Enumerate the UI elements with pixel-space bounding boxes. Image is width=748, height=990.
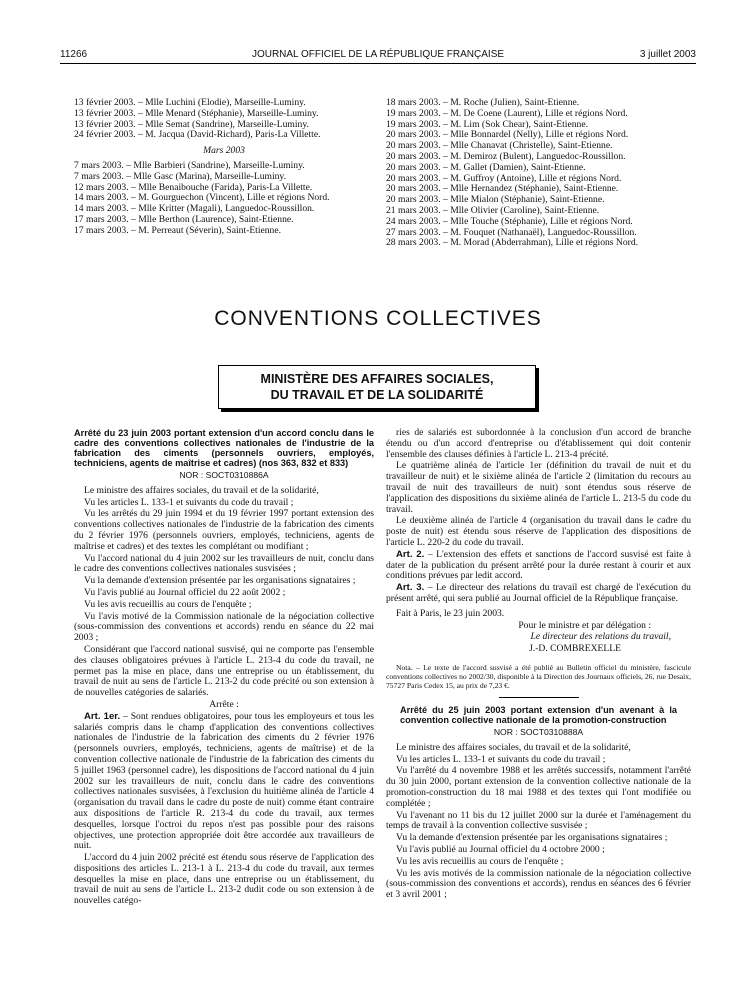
list-item: 17 mars 2003. – Mlle Berthon (Laurence), Saint-Etienne. xyxy=(74,214,294,225)
paragraph: Vu les avis recueillis au cours de l'enquête ; xyxy=(396,855,564,867)
list-left xyxy=(74,98,374,237)
article-column-left xyxy=(74,428,374,908)
arrete1-title: Arrêté du 23 juin 2003 portant extension d'un accord conclu dans le cadre des conventions collectives nationales de l'industrie de la fabrication des ciments (personnels ouvriers, employés, techniciens, agents de maîtrise et cadres) (nos 363, 832 et 833) xyxy=(74,428,374,468)
paragraph: Vu la demande d'extension présentée par les organisations signataires ; xyxy=(84,575,356,587)
section-title: CONVENTIONS COLLECTIVES xyxy=(214,307,542,330)
list-march xyxy=(74,161,374,237)
signature-line-2: Le directeur des relations du travail, xyxy=(530,631,671,643)
nota-note: Nota. – Le texte de l'accord susvisé a été publié au Bulletin officiel du ministère, fascicule conventions collectives no 2002/30, disponible à la Direction des Journaux officiels, 26, rue Desaix, 75727 Paris Cedex 15, au prix de 7,23 €. xyxy=(386,662,691,690)
month-heading: Mars 2003 xyxy=(203,145,245,157)
list-item: 17 mars 2003. – M. Perreaut (Séverin), Saint-Etienne. xyxy=(74,225,282,236)
paragraph: Vu l'avis publié au Journal officiel du 4 octobre 2000 ; xyxy=(396,843,605,855)
separator-rule xyxy=(499,697,579,698)
article-1-para-2: L'accord du 4 juin 2002 précité est étendu sous réserve de l'application des dispositions des articles L. 213-1 à L. 213-4 du code du travail, aux termes desquelles la mise en place, dans une entreprise ou un établissement, du travail de nuit au sens de l'article L. 213-2 dudit code ou son extension à de nouvelles catégo- xyxy=(74,852,374,907)
list-item: 20 mars 2003. – Mlle Mialon (Stéphanie), Saint-Etienne. xyxy=(386,195,605,206)
list-item: 27 mars 2003. – M. Fouquet (Nathanaël), Languedoc-Roussillon. xyxy=(386,227,637,238)
list-item: 18 mars 2003. – M. Roche (Julien), Saint-Etienne. xyxy=(386,98,580,108)
paragraph: Vu les arrêtés du 29 juin 1994 et du 19 février 1997 portant extension des conventions collectives nationales de l'industrie de la fabrication des ciments du 2 février 1976 (personnels ouvriers, employés, techniciens, agents de maîtrise et cadres) et des textes les complétant ou modifiant ; xyxy=(74,508,374,552)
list-right xyxy=(386,98,691,249)
article-3 xyxy=(386,583,691,605)
list-item: 13 février 2003. – Mlle Menard (Stéphanie), Marseille-Luminy. xyxy=(74,108,319,119)
ministry-line-1: MINISTÈRE DES AFFAIRES SOCIALES, xyxy=(260,372,494,386)
list-item: 7 mars 2003. – Mlle Barbieri (Sandrine), Marseille-Luminy. xyxy=(74,160,305,171)
paragraph: Vu la demande d'extension présentée par les organisations signataires ; xyxy=(396,832,668,844)
arrete1-visas xyxy=(74,486,374,699)
place-date: Fait à Paris, le 23 juin 2003. xyxy=(396,607,505,619)
list-item: 20 mars 2003. – M. Demiroz (Bulent), Languedoc-Roussillon. xyxy=(386,151,626,162)
article-3-text: – Le directeur des relations du travail est chargé de l'exécution du présent arrêté, qui sera publié au Journal officiel de la République française. xyxy=(386,582,691,604)
list-item: 14 mars 2003. – M. Gourguechon (Vincent), Lille et régions Nord. xyxy=(74,193,330,204)
paragraph: Vu l'accord national du 4 juin 2002 sur les travailleurs de nuit, conclu dans le cadre des conventions collectives nationales susvisées ; xyxy=(74,552,374,575)
paragraph: Vu les articles L. 133-1 et suivants du code du travail ; xyxy=(396,753,606,765)
paragraph: Vu l'avis publié au Journal officiel du 22 août 2002 ; xyxy=(84,586,286,598)
article-2 xyxy=(386,550,691,582)
article-1-label: Art. 1er. xyxy=(84,710,121,722)
arrete1-nor: NOR : SOCT0310886A xyxy=(179,470,269,480)
list-item: 21 mars 2003. – Mlle Olivier (Caroline), Saint-Etienne. xyxy=(386,205,600,216)
arrete2-visas xyxy=(386,743,691,901)
list-item: 12 mars 2003. – Mlle Benaibouche (Farida), Paris-La Villette. xyxy=(74,182,313,193)
paragraph: Vu les avis recueillis au cours de l'enquête ; xyxy=(84,598,252,610)
list-item: 19 mars 2003. – M. De Coene (Laurent), Lille et régions Nord. xyxy=(386,108,628,119)
signature-line-1: Pour le ministre et par délégation : xyxy=(518,619,651,631)
paragraph: Le quatrième alinéa de l'article 1er (définition du travail de nuit et du travailleur de nuit) et le sixième alinéa de l'article 2 (limitation du recours au travail de nuit des travailleurs de nuit) sont étendus sous réserve de l'application des dispositions du sixième alinéa de l'article L. 213-5 du code du travail. xyxy=(386,460,691,515)
list-item: 20 mars 2003. – M. Guffroy (Antoine), Lille et régions Nord. xyxy=(386,173,622,184)
paragraph: Vu les articles L. 133-1 et suivants du code du travail ; xyxy=(84,496,294,508)
list-item: 19 mars 2003. – M. Lim (Sok Chear), Saint-Etienne. xyxy=(386,119,588,130)
list-item: 20 mars 2003. – M. Gallet (Damien), Saint-Etienne. xyxy=(386,162,586,173)
header-rule xyxy=(60,63,696,64)
issue-date: 3 juillet 2003 xyxy=(639,49,696,60)
page-number: 11266 xyxy=(60,49,88,60)
arrete-label: Arrête : xyxy=(209,698,239,710)
article-2-text: – L'extension des effets et sanctions de l'accord susvisé est faite à dater de la publication du présent arrêté pour la durée restant à courir et aux conditions prévues par ledit accord. xyxy=(386,548,691,582)
list-item: 24 février 2003. – M. Jacqua (David-Richard), Paris-La Villette. xyxy=(74,130,321,141)
journal-title: JOURNAL OFFICIEL DE LA RÉPUBLIQUE FRANÇAISE xyxy=(251,49,505,60)
list-item: 20 mars 2003. – Mlle Bonnardel (Nelly), Lille et régions Nord. xyxy=(386,130,629,141)
arrete1-continued xyxy=(386,428,691,549)
list-item: 20 mars 2003. – Mlle Hernandez (Stéphanie), Saint-Etienne. xyxy=(386,184,619,195)
arrete2-nor: NOR : SOCT0310888A xyxy=(493,726,584,737)
list-item: 13 février 2003. – Mlle Semat (Sandrine), Marseille-Luminy. xyxy=(74,119,309,130)
arrete2-title: Arrêté du 25 juin 2003 portant extension d'un avenant à la convention collective nationale de la promotion-construction xyxy=(400,704,677,725)
paragraph: Considérant que l'accord national susvisé, qui ne comporte pas l'ensemble des clauses obligatoires prévues à l'article L. 213-4 du code du travail, ne permet pas la mise en place, dans une entreprise ou un établissement, du travail de nuit au sens de l'article L. 213-2 du code précité ou son extension à de nouvelles catégories de salariés. xyxy=(74,643,374,699)
article-2-label: Art. 2. xyxy=(396,548,425,560)
article-column-right xyxy=(386,428,691,902)
article-3-label: Art. 3. xyxy=(396,582,425,594)
article-1-text: – Sont rendues obligatoires, pour tous les employeurs et tous les salariés compris dans le champ d'application des conventions collectives nationales de l'industrie de la fabrication des ciments du 2 février 1976 (personnels ouvriers, employés, techniciens, agents de maîtrise) et de la convention collective nationale de l'industrie de la fabrication des ciments du 5 juillet 1963 (personnel cadre), les dispositions de l'accord national du 4 juin 2002 sur les travailleurs de nuit, conclu dans le cadre des conventions collectives nationales susvisées, à l'exclusion du huitième alinéa de l'article 4 (organisation du travail dans le cadre du poste de nuit) comme étant contraire aux dispositions de l'article R. 213-4 du code du travail, aux termes desquelles, lorsque l'octroi du repos n'est pas possible pour des raisons objectives, une protection appropriée doit être accordée aux travailleurs de nuit. xyxy=(74,710,374,852)
list-february xyxy=(74,98,374,141)
paragraph: ries de salariés est subordonnée à la conclusion d'un accord de branche étendu ou d'un accord d'entreprise ou d'établissement qui doit contenir l'ensemble des clauses définies à l'article L. 213-4 précité. xyxy=(386,427,691,460)
paragraph: Vu l'arrêté du 4 novembre 1988 et les arrêtés successifs, notamment l'arrêté du 30 juin 2000, portant extension de la convention collective nationale de la promotion-construction du 18 mai 1988 et des textes qui l'ont modifiée ou complétée ; xyxy=(386,765,691,809)
paragraph: Le deuxième alinéa de l'article 4 (organisation du travail dans le cadre du poste de nuit) est étendu sous réserve de l'application des dispositions de l'article L. 220-2 du code du travail. xyxy=(386,515,691,548)
list-item: 14 mars 2003. – Mlle Kritter (Magali), Languedoc-Roussillon. xyxy=(74,204,315,215)
page-header xyxy=(60,49,696,63)
paragraph: Le ministre des affaires sociales, du travail et de la solidarité, xyxy=(84,484,319,496)
list-item: 20 mars 2003. – Mlle Chanavat (Christelle), Saint-Etienne. xyxy=(386,141,613,152)
list-item: 28 mars 2003. – M. Morad (Abderrahman), Lille et régions Nord. xyxy=(386,238,639,249)
paragraph: Le ministre des affaires sociales, du travail et de la solidarité, xyxy=(396,741,631,753)
paragraph: Vu les avis motivés de la commission nationale de la négociation collective (sous-commission des conventions et accords), rendus en séances des 6 février et 3 avril 2001 ; xyxy=(386,867,691,901)
paragraph: Vu l'avenant no 11 bis du 12 juillet 2000 sur la durée et l'aménagement du temps de travail à la convention collective susvisée ; xyxy=(386,809,691,832)
article-1 xyxy=(74,712,374,852)
paragraph: Vu l'avis motivé de la Commission nationale de la négociation collective (sous-commission des conventions et accords) rendu en séance du 22 mai 2003 ; xyxy=(74,610,374,644)
list-item: 13 février 2003. – Mlle Luchini (Elodie), Marseille-Luminy. xyxy=(74,98,306,108)
ministry-box xyxy=(218,365,536,409)
list-item: 7 mars 2003. – Mlle Gasc (Marina), Marseille-Luminy. xyxy=(74,171,286,182)
list-item: 24 mars 2003. – Mlle Touche (Stéphanie), Lille et régions Nord. xyxy=(386,216,633,227)
signatory-name: J.-D. COMBREXELLE xyxy=(529,643,621,655)
ministry-line-2: DU TRAVAIL ET DE LA SOLIDARITÉ xyxy=(270,388,484,402)
